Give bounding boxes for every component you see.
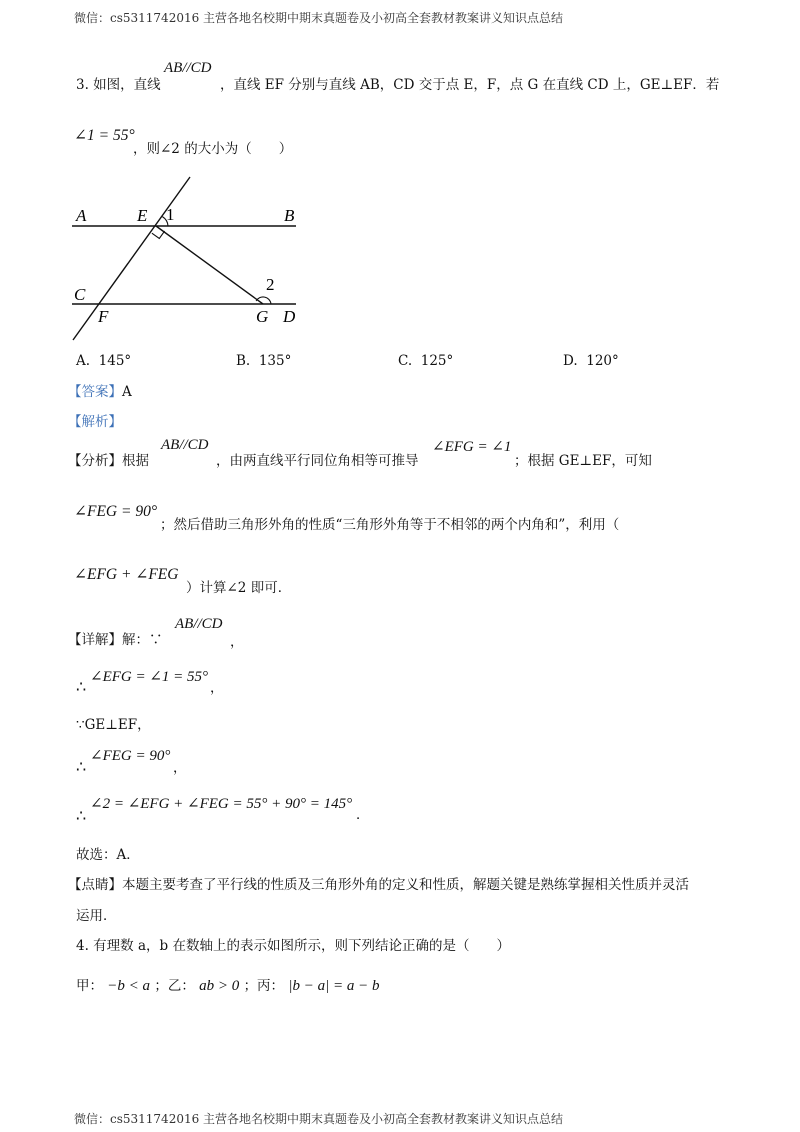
detail-t1: 解：∵ <box>122 632 163 648</box>
q4-jia-label: 甲： <box>76 978 103 994</box>
option-d-value: 120° <box>586 353 619 369</box>
geometry-figure <box>60 170 310 345</box>
detail-period: ． <box>356 807 370 823</box>
therefore-2: ∴ <box>76 757 87 776</box>
q4-yi-label: ；乙： <box>154 978 195 994</box>
detail-tag <box>68 631 163 649</box>
q4-bing-math: |b − a| = a − b <box>288 978 380 994</box>
q3-stem-prefix: 3. 如图，直线 <box>76 77 161 93</box>
detail-m3: ∠FEG = 90° <box>90 748 171 764</box>
label-1: 1 <box>166 205 175 224</box>
therefore-1: ∴ <box>76 677 87 696</box>
label-a: A <box>76 206 87 225</box>
fenxi-m2: ∠EFG = ∠1 <box>432 439 512 455</box>
label-b: B <box>284 206 295 225</box>
q4-yi-math: ab > 0 <box>199 978 240 994</box>
page-footer: 微信：cs5311742016 主营各地名校期中期末真题卷及小初高全套教材教案讲义知识点总结 <box>74 1112 564 1126</box>
answer-value: A <box>122 384 132 400</box>
fenxi-m1: AB//CD <box>161 437 209 453</box>
detail-m4: ∠2 = ∠EFG + ∠FEG = 55° + 90° = 145° <box>90 796 353 812</box>
q4-bing-label: ；丙： <box>243 978 285 994</box>
comment-tag: 【点睛】 <box>68 877 122 893</box>
fenxi-t1: 根据 <box>122 453 149 469</box>
option-b[interactable] <box>236 352 291 370</box>
q3-given-suffix: ，则∠2 的大小为（ ） <box>133 141 293 157</box>
fenxi-tag <box>68 452 149 470</box>
detail-tag-text: 【详解】 <box>68 632 122 648</box>
line-ef <box>73 177 190 340</box>
comment-text-1: 本题主要考查了平行线的性质及三角形外角的定义和性质，解题关键是熟练掌握相关性质并灵活 <box>122 877 689 893</box>
option-a-value: 145° <box>98 353 132 369</box>
option-a[interactable] <box>76 352 131 370</box>
fenxi-t2: ，由两直线平行同位角相等可推导 <box>216 453 419 469</box>
comment-line-2: 运用． <box>76 908 117 924</box>
option-b-value: 135° <box>258 353 292 369</box>
detail-comma3: ， <box>173 760 187 776</box>
segment-eg <box>156 226 263 304</box>
answer-tag: 【答案】 <box>68 384 122 400</box>
q4-statements <box>76 977 379 995</box>
fenxi-t5: ）计算∠2 即可． <box>186 580 292 596</box>
q3-given-math: ∠1 = 55° <box>74 127 135 144</box>
q3-stem-math: AB//CD <box>164 60 212 76</box>
option-d-label: D. <box>563 353 578 369</box>
fenxi-t3: ；根据 GE⊥EF，可知 <box>514 453 652 469</box>
option-a-label: A. <box>76 353 91 369</box>
q4-jia-math: −b < a <box>107 978 151 994</box>
option-d[interactable] <box>563 352 619 370</box>
option-c-value: 125° <box>420 353 454 369</box>
label-e: E <box>137 206 148 225</box>
label-d: D <box>283 307 296 326</box>
choose-line: 故选：A． <box>76 847 140 863</box>
fenxi-tag-text: 【分析】 <box>68 453 122 469</box>
detail-because-line: ∵GE⊥EF， <box>76 717 151 733</box>
therefore-3: ∴ <box>76 806 87 825</box>
label-c: C <box>74 285 86 304</box>
page-header: 微信：cs5311742016 主营各地名校期中期末真题卷及小初高全套教材教案讲义知识点总结 <box>74 11 564 25</box>
fenxi-t4: ；然后借助三角形外角的性质“三角形外角等于不相邻的两个内角和”，利用（ <box>160 517 620 533</box>
label-f: F <box>98 307 109 326</box>
label-g: G <box>256 307 269 326</box>
detail-comma1: ， <box>230 634 244 650</box>
option-c[interactable] <box>398 352 453 370</box>
detail-comma2: ， <box>210 680 224 696</box>
option-b-label: B. <box>236 353 251 369</box>
analysis-tag: 【解析】 <box>68 414 122 430</box>
fenxi-m3: ∠FEG = 90° <box>74 503 158 520</box>
q4-stem: 4. 有理数 a，b 在数轴上的表示如图所示，则下列结论正确的是（ ） <box>76 938 510 954</box>
comment-line-1 <box>68 876 689 894</box>
fenxi-m4: ∠EFG + ∠FEG <box>74 566 179 583</box>
detail-m1: AB//CD <box>175 616 223 632</box>
answer-line <box>68 383 132 401</box>
right-angle-mark <box>152 231 165 238</box>
label-2: 2 <box>266 275 275 294</box>
detail-m2: ∠EFG = ∠1 = 55° <box>90 669 209 685</box>
option-c-label: C. <box>398 353 413 369</box>
q3-stem-suffix: ，直线 EF 分别与直线 AB，CD 交于点 E，F，点 G 在直线 CD 上，GE⊥EF．若 <box>220 77 720 93</box>
